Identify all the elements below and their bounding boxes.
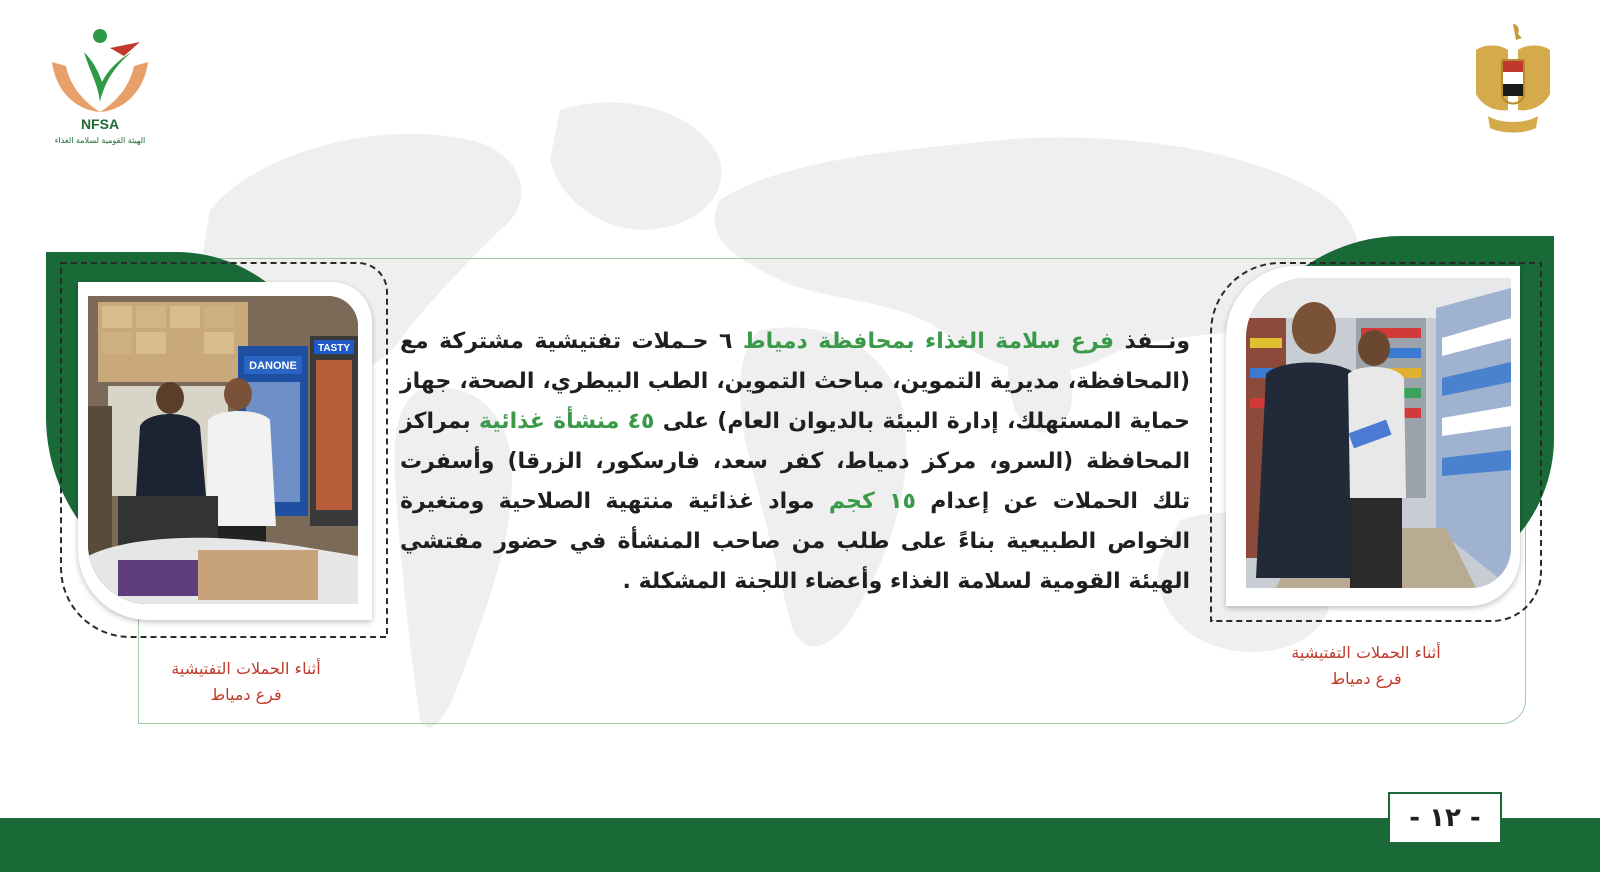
page-number: - ١٢ - — [1388, 792, 1502, 844]
caption-left-branch: فرع دمياط — [210, 685, 282, 704]
article-branch-highlight: فرع سلامة الغذاء بمحافظة دمياط — [742, 329, 1115, 354]
caption-right-branch: فرع دمياط — [1330, 669, 1402, 688]
nfsa-logo — [40, 22, 160, 162]
eagle-emblem-icon — [1470, 20, 1556, 140]
article-text-centers: بمراكز المحافظة (السرو، مركز دمياط، كفر سعد، فارسكور، الزرقا) وأسفرت تلك الحملات عن إعدام — [400, 409, 1190, 514]
inspection-photo-right — [1246, 278, 1511, 588]
nfsa-full-name: الهيئة القومية لسلامة الغذاء — [54, 136, 146, 145]
caption-left-title: أثناء الحملات التفتيشية — [171, 659, 321, 678]
caption-left — [136, 656, 356, 708]
fridge-sign: TASTY — [317, 343, 351, 354]
article-text-intro: ونــفذ — [1114, 329, 1191, 354]
caption-right — [1256, 640, 1476, 692]
article-text-conclusion: مواد غذائية منتهية الصلاحية ومتغيرة الخواص الطبيعية بناءً على طلب من صاحب المنشأة في حضور مفتشي الهيئة القومية لسلامة الغذاء وأعضاء اللجنة المشكلة . — [400, 489, 1190, 594]
article-weight-highlight: ١٥ كجم — [828, 489, 916, 514]
article-facilities-highlight: ٤٥ منشأة غذائية — [478, 409, 655, 434]
footer-bar — [0, 818, 1600, 872]
caption-right-title: أثناء الحملات التفتيشية — [1291, 643, 1441, 662]
danone-sign: DANONE — [249, 360, 297, 372]
inspection-photo-left — [88, 296, 358, 604]
nfsa-logo-mark — [40, 22, 160, 118]
article-body — [400, 322, 1190, 602]
article-text-campaigns: ٦ حـملات تفتيشية مشتركة مع (المحافظة، مديرية التموين، مباحث التموين، الطب البيطري، الصحة، جهاز حماية المستهلك، إدارة البيئة بالديوان العام) على — [400, 329, 1190, 434]
nfsa-abbreviation: NFSA — [80, 116, 120, 132]
